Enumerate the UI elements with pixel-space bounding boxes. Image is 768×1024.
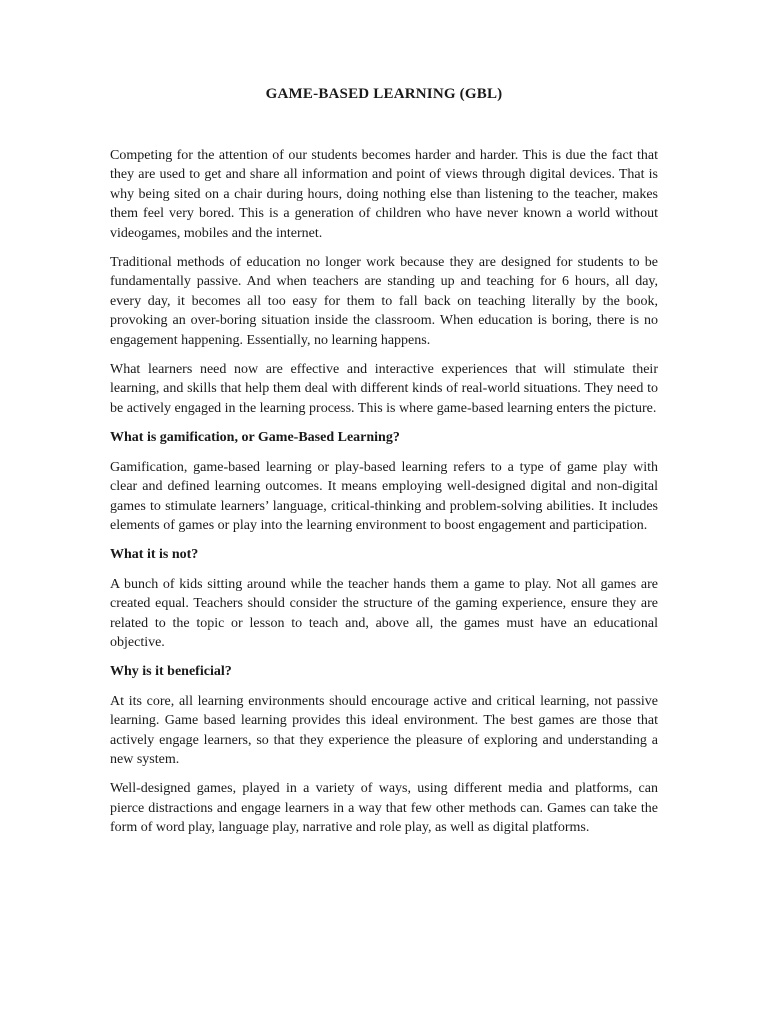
paragraph-what-is-1: Gamification, game-based learning or play-based learning refers to a type of game play with clear and defined learning outcomes. It means employing well-designed digital and non-digital games to stimulate learners’ language, critical-thinking and problem-solving abilities. It includes elements of games or play into the learning environment to boost engagement and participation. bbox=[110, 459, 658, 533]
paragraph-why-beneficial-2: Well-designed games, played in a variety of ways, using different media and platforms, can pierce distractions and engage learners in a way that few other methods can. Games can take the form of word play, language play, narrative and role play, as well as digital platforms. bbox=[110, 781, 658, 836]
section-heading-what-is: What is gamification, or Game-Based Learning? bbox=[110, 430, 400, 446]
document-page bbox=[110, 84, 658, 848]
paragraph-why-beneficial-1: At its core, all learning environments should encourage active and critical learning, not passive learning. Game based learning provides this ideal environment. The best games are those that actively engage learners, so that they experience the pleasure of exploring and understanding a new system. bbox=[110, 693, 658, 767]
section-heading-what-it-is-not: What it is not? bbox=[110, 547, 199, 563]
paragraph-intro-3: What learners need now are effective and interactive experiences that will stimulate their learning, and skills that help them deal with different kinds of real-world situations. They need to be actively engaged in the learning process. This is where game-based learning enters the picture. bbox=[110, 362, 658, 416]
paragraph-intro-2: Traditional methods of education no longer work because they are designed for students to be fundamentally passive. And when teachers are standing up and teaching for 6 hours, all day, every day, it becomes all too easy for them to fall back on teaching literally by the book, provoking an over-boring situation inside the classroom. When education is boring, there is no engagement happening. Essentially, no learning happens. bbox=[110, 255, 658, 348]
section-heading-why-beneficial: Why is it beneficial? bbox=[110, 664, 232, 680]
paragraph-what-it-is-not-1: A bunch of kids sitting around while the teacher hands them a game to play. Not all games are created equal. Teachers should consider the structure of the gaming experience, ensure they are related to the topic or lesson to teach and, above all, the games must have an educational objective. bbox=[110, 576, 658, 650]
document-title: GAME-BASED LEARNING (GBL) bbox=[265, 86, 503, 102]
paragraph-intro-1: Competing for the attention of our students becomes harder and harder. This is due the fact that they are used to get and share all information and point of views through digital devices. That is why being sited on a chair during hours, doing nothing else than listening to the teacher, makes them feel very bored. This is a generation of children who have never known a world without videogames, mobiles and the internet. bbox=[110, 148, 658, 241]
